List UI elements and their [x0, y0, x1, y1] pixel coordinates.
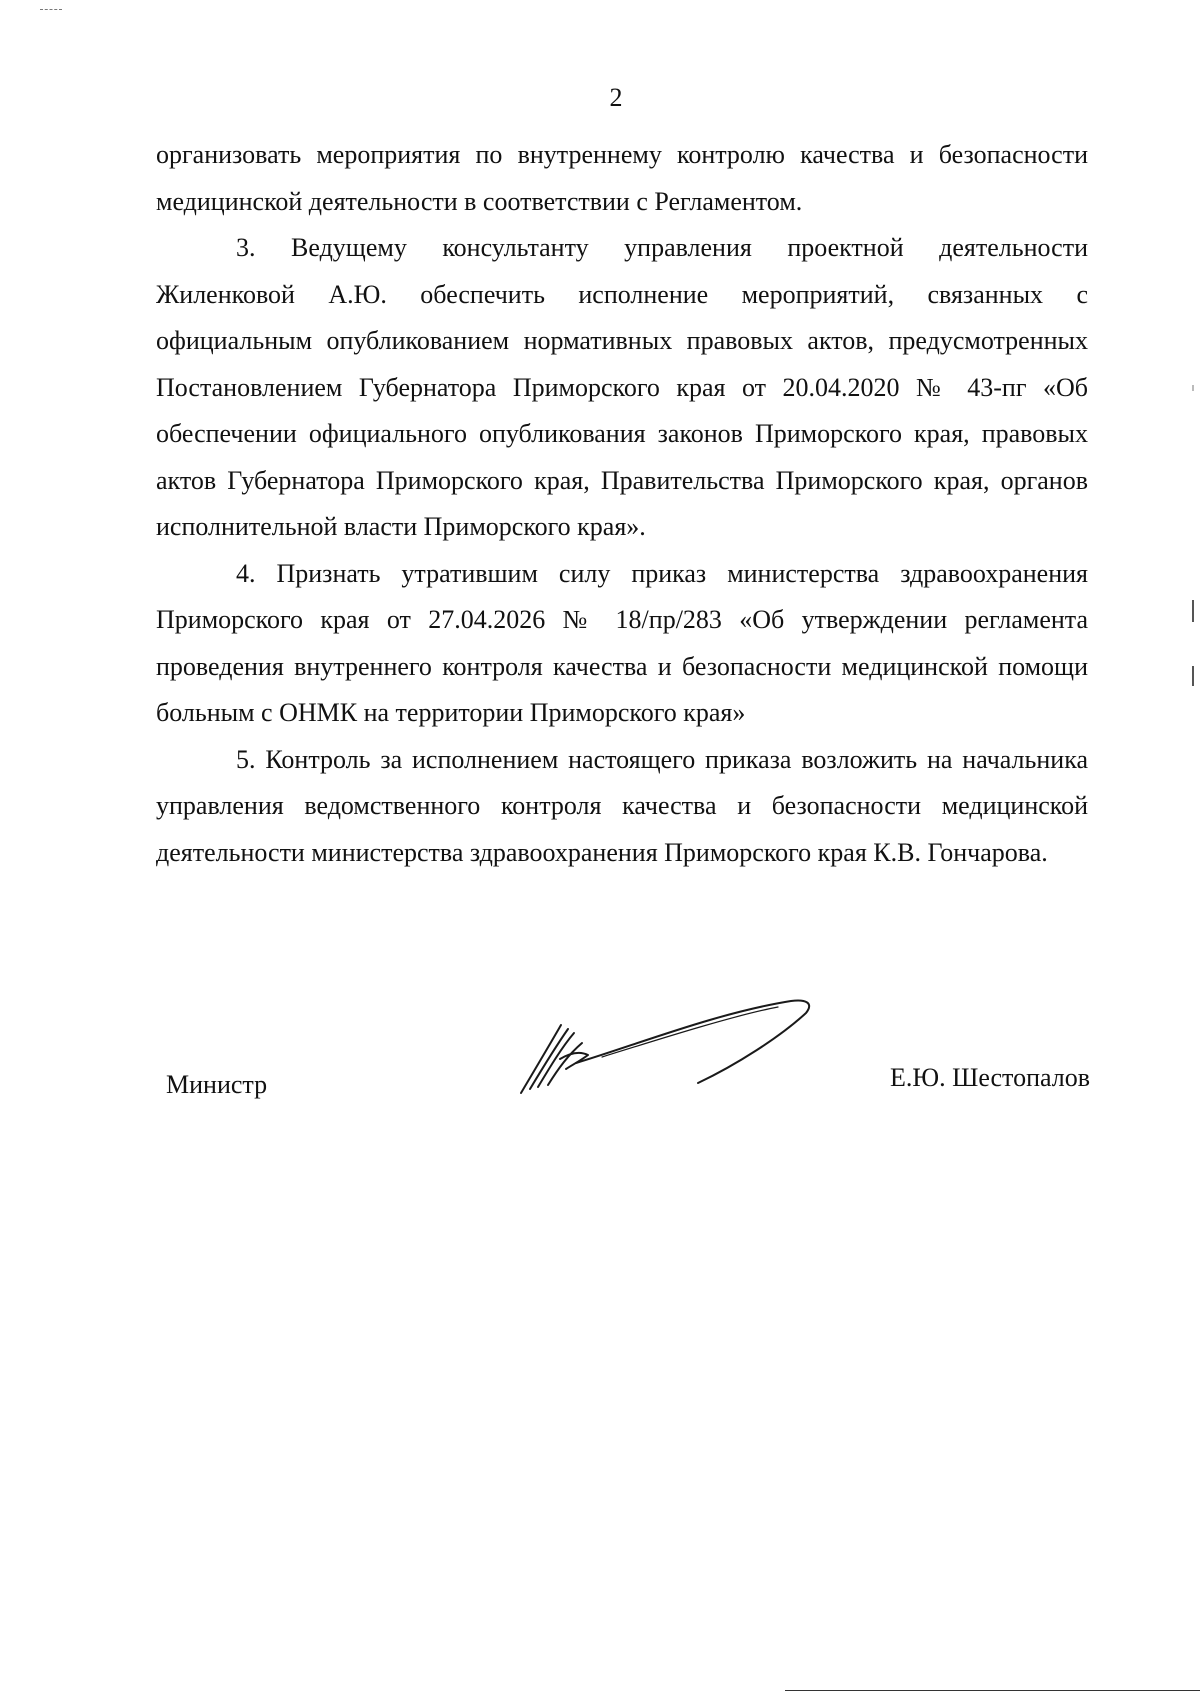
signatory-role: Министр	[166, 1070, 268, 1099]
paragraph-item-3: 3. Ведущему консультанту управления проектной деятельности Жиленковой А.Ю. обеспечить исполнение мероприятий, связанных с официальным опубликованием нормативных правовых актов, предусмотренных Постановлением Губернатора Приморского края от 20.04.2020 № 43-пг «Об обеспечении официального опубликования законов Приморского края, правовых актов Губернатора Приморского края, Правительства Приморского края, органов исполнительной власти Приморского края».	[156, 233, 1088, 541]
signature-block	[156, 980, 1088, 1100]
handwritten-signature-icon	[516, 985, 836, 1100]
document-body	[156, 132, 1088, 876]
paragraph-item-5: 5. Контроль за исполнением настоящего приказа возложить на начальника управления ведомственного контроля качества и безопасности медицинской деятельности министерства здравоохранения Приморского края К.В. Гончарова.	[156, 744, 1088, 867]
scan-artifact	[785, 1690, 1200, 1691]
page-number: 2	[609, 83, 623, 112]
scan-artifact	[1192, 385, 1194, 391]
scan-artifact	[40, 9, 62, 10]
scan-artifact	[1192, 666, 1194, 686]
signatory-name: Е.Ю. Шестопалов	[889, 1063, 1090, 1092]
paragraph-item-4: 4. Признать утратившим силу приказ министерства здравоохранения Приморского края от 27.04.2026 № 18/пр/283 «Об утверждении регламента проведения внутреннего контроля качества и безопасности медицинской помощи больным с ОНМК на территории Приморского края»	[156, 558, 1088, 727]
paragraph-continuation: организовать мероприятия по внутреннему контролю качества и безопасности медицинской деятельности в соответствии с Регламентом.	[156, 140, 1088, 216]
scan-artifact	[1192, 600, 1194, 622]
